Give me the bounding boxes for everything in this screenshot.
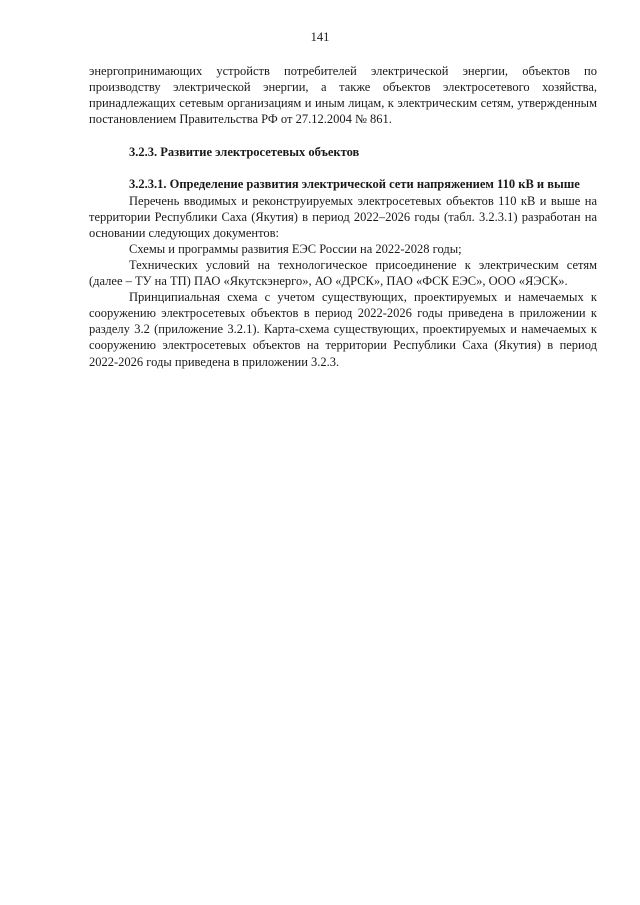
paragraph-source-ees: Схемы и программы развития ЕЭС России на 2022-2028 годы; bbox=[129, 241, 462, 256]
page-content bbox=[89, 63, 597, 370]
page-number: 141 bbox=[310, 30, 330, 44]
intro-paragraph: энергопринимающих устройств потребителей электрической энергии, объектов по производству электрической энергии, а также объектов электросетевого хозяйства, принадлежащих сетевым организациям и иным лицам, к электрическим сетям, утвержденным постановлением Правительства РФ от 27.12.2004 № 861. bbox=[89, 64, 597, 127]
paragraph-objects-list: Перечень вводимых и реконструируемых электросетевых объектов 110 кВ и выше на территории Республики Саха (Якутия) в период 2022–2026 годы (табл. 3.2.3.1) разработан на основании следующих документов: bbox=[89, 193, 597, 240]
section-heading-3-2-3: 3.2.3. Развитие электросетевых объектов bbox=[129, 145, 360, 160]
paragraph-source-tu: Технических условий на технологическое присоединение к электрическим сетям (далее – ТУ на ТП) ПАО «Якутскэнерго», АО «ДРСК», ПАО «ФСК ЕЭС», ООО «ЯЭСК». bbox=[89, 257, 597, 289]
section-heading-3-2-3-1: 3.2.3.1. Определение развития электрической сети напряжением 110 кВ и выше bbox=[129, 177, 580, 192]
paragraph-schema: Принципиальная схема с учетом существующих, проектируемых и намечаемых к сооружению электросетевых объектов в период 2022-2026 годы приведена в приложении к разделу 3.2 (приложение 3.2.1). Карта-схема существующих, проектируемых и намечаемых к сооружению электросетевых объектов на территории Республики Саха (Якутия) в период 2022-2026 годы приведена в приложении 3.2.3. bbox=[89, 290, 597, 369]
